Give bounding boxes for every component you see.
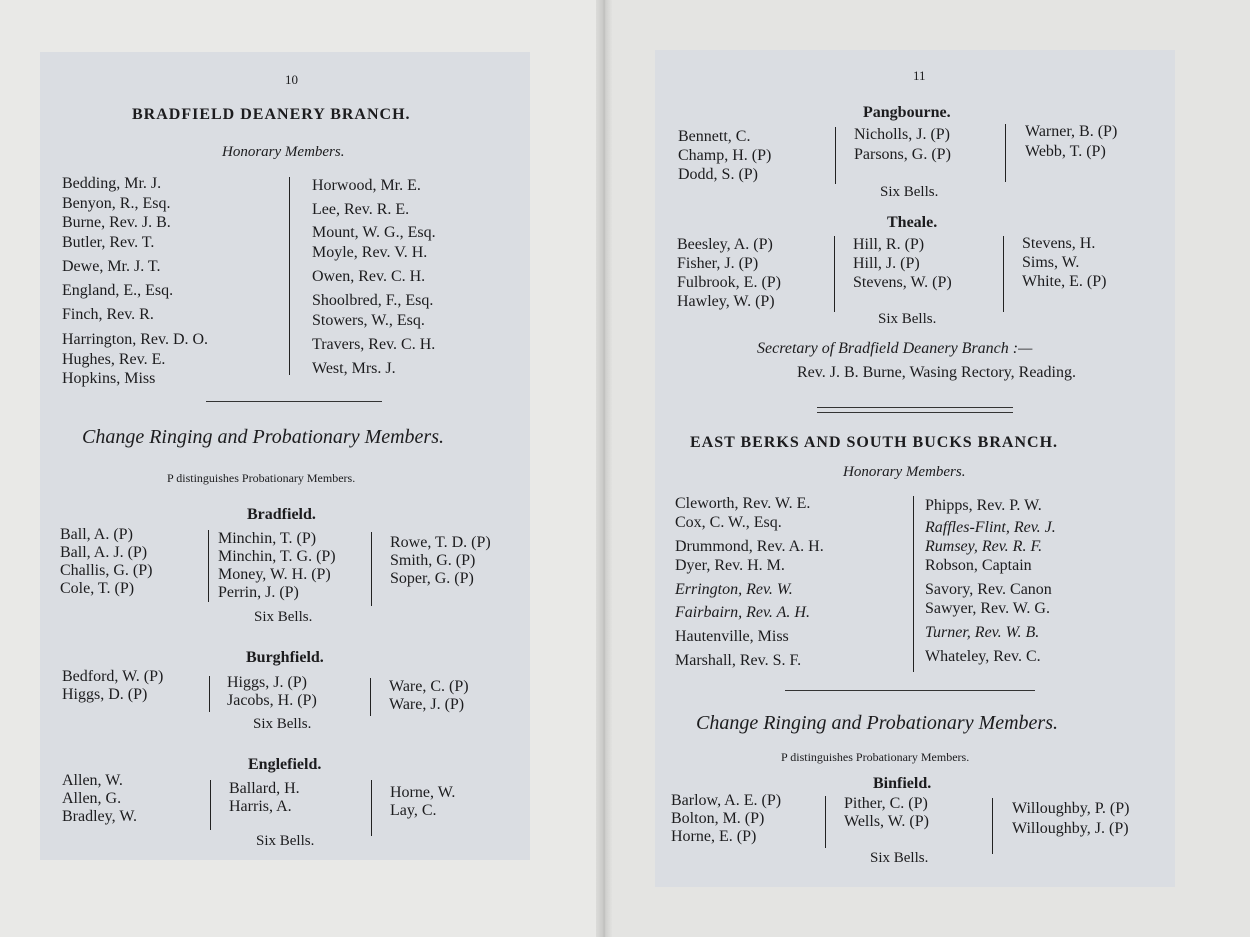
member: Jacobs, H. (P) bbox=[227, 692, 317, 709]
column-rule bbox=[208, 530, 209, 602]
member: Ballard, H. bbox=[229, 780, 300, 797]
member: Stowers, W., Esq. bbox=[312, 311, 425, 329]
englefield-col1 bbox=[62, 772, 137, 826]
probationary-note: P distinguishes Probationary Members. bbox=[167, 471, 356, 485]
column-rule bbox=[834, 236, 835, 312]
member: Raffles-Flint, Rev. J. bbox=[925, 519, 1056, 536]
member: Hopkins, Miss bbox=[62, 370, 156, 388]
secretary-label: Secretary of Bradfield Deanery Branch :— bbox=[757, 340, 1033, 357]
tower-name-theale: Theale. bbox=[887, 214, 938, 231]
page-number: 11 bbox=[913, 68, 926, 83]
bradfield-col2 bbox=[218, 530, 336, 602]
section-divider bbox=[785, 690, 1035, 691]
member: Bedding, Mr. J. bbox=[62, 175, 162, 192]
member: Minchin, T. (P) bbox=[218, 530, 317, 547]
pangbourne-col3 bbox=[1025, 122, 1117, 162]
member: Rowe, T. D. (P) bbox=[390, 534, 491, 551]
column-rule bbox=[289, 177, 290, 375]
honorary-list-col1 bbox=[675, 494, 824, 670]
member: Dodd, S. (P) bbox=[678, 166, 759, 183]
member: Fisher, J. (P) bbox=[677, 255, 759, 272]
change-ringing-heading: Change Ringing and Probationary Members. bbox=[82, 426, 445, 448]
member: Owen, Rev. C. H. bbox=[312, 268, 426, 286]
member: Hautenville, Miss bbox=[675, 628, 789, 645]
member: Stevens, W. (P) bbox=[853, 274, 952, 291]
member: Moyle, Rev. V. H. bbox=[312, 243, 428, 261]
column-rule bbox=[371, 532, 372, 606]
page-number: 10 bbox=[285, 72, 298, 87]
honorary-list-col2 bbox=[312, 176, 436, 378]
book-gutter bbox=[596, 0, 612, 937]
bradfield-col1 bbox=[60, 526, 152, 598]
member: Fairbairn, Rev. A. H. bbox=[675, 604, 810, 621]
section-divider bbox=[206, 401, 382, 402]
bells-note: Six Bells. bbox=[878, 311, 937, 327]
binfield-col2 bbox=[844, 795, 929, 831]
member: Perrin, J. (P) bbox=[218, 584, 299, 601]
member: Errington, Rev. W. bbox=[675, 581, 793, 598]
member: Shoolbred, F., Esq. bbox=[312, 291, 434, 309]
tower-name-burghfield: Burghfield. bbox=[246, 649, 324, 666]
branch-title: EAST BERKS AND SOUTH BUCKS BRANCH. bbox=[690, 434, 1059, 451]
member: Travers, Rev. C. H. bbox=[312, 336, 436, 354]
member: Money, W. H. (P) bbox=[218, 566, 331, 583]
column-rule bbox=[210, 780, 211, 830]
member: Savory, Rev. Canon bbox=[925, 581, 1052, 598]
burghfield-col2 bbox=[227, 674, 317, 710]
binfield-col1 bbox=[671, 792, 781, 846]
bells-note: Six Bells. bbox=[880, 184, 939, 200]
member: Smith, G. (P) bbox=[390, 552, 476, 569]
burghfield-col3 bbox=[389, 678, 469, 714]
member: Beesley, A. (P) bbox=[677, 236, 773, 253]
member: Butler, Rev. T. bbox=[62, 233, 155, 251]
member: Dyer, Rev. H. M. bbox=[675, 557, 785, 574]
right-page bbox=[655, 50, 1175, 887]
column-rule bbox=[913, 496, 914, 672]
section-divider bbox=[817, 407, 1013, 408]
honorary-list-col1 bbox=[62, 174, 208, 389]
change-ringing-heading: Change Ringing and Probationary Members. bbox=[696, 712, 1059, 734]
member: Webb, T. (P) bbox=[1025, 143, 1106, 160]
member: Sims, W. bbox=[1022, 254, 1080, 271]
honorary-heading: Honorary Members. bbox=[843, 464, 966, 480]
member: Hill, J. (P) bbox=[853, 255, 920, 272]
member: Cleworth, Rev. W. E. bbox=[675, 495, 811, 512]
tower-name-bradfield: Bradfield. bbox=[247, 506, 316, 523]
englefield-col3 bbox=[390, 784, 455, 820]
column-rule bbox=[371, 780, 372, 836]
member: Harris, A. bbox=[229, 798, 292, 815]
member: Warner, B. (P) bbox=[1025, 123, 1118, 140]
member: Willoughby, J. (P) bbox=[1012, 820, 1129, 837]
column-rule bbox=[1003, 236, 1004, 312]
member: Cox, C. W., Esq. bbox=[675, 514, 782, 531]
member: White, E. (P) bbox=[1022, 273, 1107, 290]
member: Lay, C. bbox=[390, 802, 437, 819]
member: Challis, G. (P) bbox=[60, 562, 153, 579]
member: Harrington, Rev. D. O. bbox=[62, 331, 209, 349]
member: Higgs, D. (P) bbox=[62, 686, 148, 703]
member: Wells, W. (P) bbox=[844, 813, 929, 830]
member: Hughes, Rev. E. bbox=[62, 350, 166, 368]
bells-note: Six Bells. bbox=[870, 850, 929, 866]
member: Marshall, Rev. S. F. bbox=[675, 652, 802, 669]
member: Higgs, J. (P) bbox=[227, 674, 308, 691]
member: Burne, Rev. J. B. bbox=[62, 214, 171, 232]
member: Bradley, W. bbox=[62, 808, 137, 825]
column-rule bbox=[209, 676, 210, 712]
member: England, E., Esq. bbox=[62, 281, 174, 299]
member: Minchin, T. G. (P) bbox=[218, 548, 336, 565]
member: Barlow, A. E. (P) bbox=[671, 792, 782, 809]
member: Soper, G. (P) bbox=[390, 570, 474, 587]
member: Bolton, M. (P) bbox=[671, 810, 765, 827]
member: Willoughby, P. (P) bbox=[1012, 800, 1130, 817]
member: Finch, Rev. R. bbox=[62, 305, 154, 323]
member: Rumsey, Rev. R. F. bbox=[925, 538, 1043, 555]
member: Horwood, Mr. E. bbox=[312, 177, 421, 194]
branch-title: BRADFIELD DEANERY BRANCH. bbox=[132, 106, 411, 123]
member: Hawley, W. (P) bbox=[677, 293, 775, 310]
theale-col1 bbox=[677, 235, 781, 311]
tower-name-pangbourne: Pangbourne. bbox=[863, 104, 951, 121]
member: Allen, W. bbox=[62, 772, 123, 789]
member: Parsons, G. (P) bbox=[854, 146, 951, 163]
member: Allen, G. bbox=[62, 790, 122, 807]
bradfield-col3 bbox=[390, 534, 491, 588]
member: Fulbrook, E. (P) bbox=[677, 274, 781, 291]
burghfield-col1 bbox=[62, 668, 163, 704]
member: Lee, Rev. R. E. bbox=[312, 200, 410, 218]
member: Ball, A. (P) bbox=[60, 526, 133, 543]
member: West, Mrs. J. bbox=[312, 359, 396, 377]
probationary-note: P distinguishes Probationary Members. bbox=[781, 750, 970, 764]
column-rule bbox=[370, 678, 371, 716]
member: Sawyer, Rev. W. G. bbox=[925, 600, 1050, 617]
column-rule bbox=[825, 796, 826, 848]
member: Hill, R. (P) bbox=[853, 236, 925, 253]
member: Ball, A. J. (P) bbox=[60, 544, 148, 561]
section-divider bbox=[817, 412, 1013, 413]
pangbourne-col1 bbox=[678, 127, 771, 184]
member: Stevens, H. bbox=[1022, 235, 1096, 252]
member: Ware, J. (P) bbox=[389, 696, 465, 713]
bells-note: Six Bells. bbox=[253, 716, 312, 732]
honorary-heading: Honorary Members. bbox=[222, 144, 345, 160]
member: Horne, W. bbox=[390, 784, 456, 801]
member: Champ, H. (P) bbox=[678, 147, 772, 164]
member: Drummond, Rev. A. H. bbox=[675, 538, 824, 555]
theale-col2 bbox=[853, 235, 952, 292]
member: Ware, C. (P) bbox=[389, 678, 469, 695]
member: Benyon, R., Esq. bbox=[62, 194, 171, 212]
member: Mount, W. G., Esq. bbox=[312, 224, 436, 242]
member: Pither, C. (P) bbox=[844, 795, 928, 812]
member: Horne, E. (P) bbox=[671, 828, 757, 845]
column-rule bbox=[1005, 124, 1006, 182]
member: Dewe, Mr. J. T. bbox=[62, 258, 161, 276]
secretary-address: Rev. J. B. Burne, Wasing Rectory, Reading. bbox=[797, 364, 1076, 381]
honorary-list-col2 bbox=[925, 496, 1056, 666]
member: Whateley, Rev. C. bbox=[925, 648, 1041, 665]
member: Bennett, C. bbox=[678, 128, 751, 145]
englefield-col2 bbox=[229, 780, 300, 816]
binfield-col3 bbox=[1012, 799, 1129, 839]
bells-note: Six Bells. bbox=[256, 833, 315, 849]
member: Bedford, W. (P) bbox=[62, 668, 164, 685]
tower-name-binfield: Binfield. bbox=[873, 775, 932, 792]
column-rule bbox=[835, 127, 836, 184]
member: Cole, T. (P) bbox=[60, 580, 135, 597]
member: Robson, Captain bbox=[925, 557, 1032, 574]
member: Nicholls, J. (P) bbox=[854, 126, 950, 143]
bells-note: Six Bells. bbox=[254, 609, 313, 625]
member: Phipps, Rev. P. W. bbox=[925, 497, 1042, 514]
left-page bbox=[40, 52, 530, 860]
theale-col3 bbox=[1022, 234, 1106, 291]
pangbourne-col2 bbox=[854, 125, 951, 165]
column-rule bbox=[992, 798, 993, 854]
tower-name-englefield: Englefield. bbox=[248, 756, 322, 773]
member: Turner, Rev. W. B. bbox=[925, 624, 1040, 641]
